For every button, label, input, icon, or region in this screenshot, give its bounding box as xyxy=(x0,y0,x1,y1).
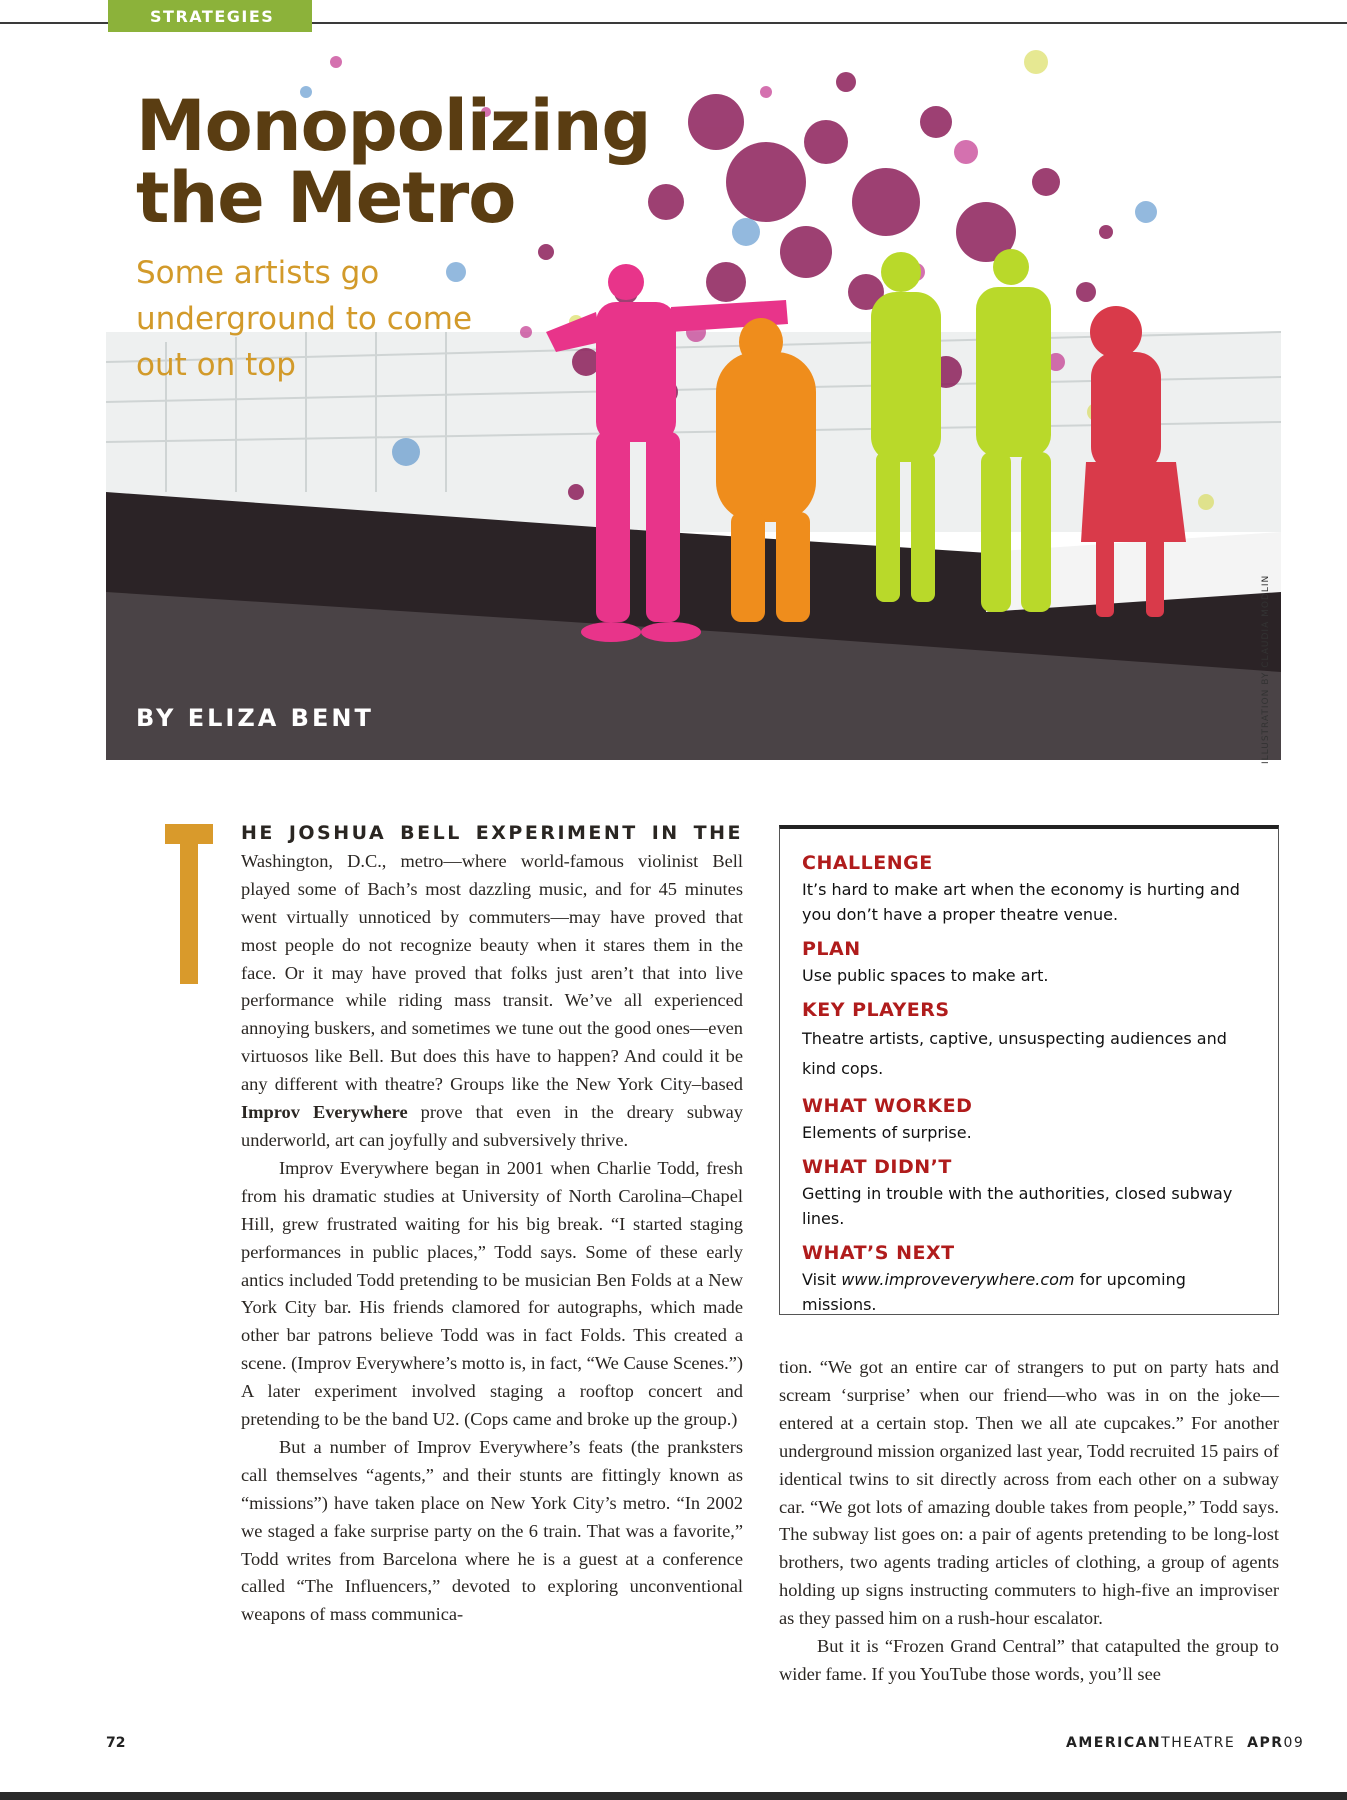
sidebar-plan-text: Use public spaces to make art. xyxy=(802,966,1049,985)
title-line-2: the Metro xyxy=(136,157,516,239)
improv-everywhere-url[interactable]: www.improveverywhere.com xyxy=(841,1270,1075,1289)
sidebar-next-heading: WHAT’S NEXT xyxy=(802,1242,955,1264)
sidebar-players-heading: KEY PLAYERS xyxy=(802,999,950,1021)
sidebar-next-text xyxy=(802,1267,1256,1317)
sidebar-plan-heading: PLAN xyxy=(802,938,861,960)
byline: BY ELIZA BENT xyxy=(136,704,374,732)
article-title xyxy=(136,85,651,239)
paragraph-3: But a number of Improv Everywhere’s feats (the pranksters call themselves “agents,” and their stunts are fittingly known as “missions”) have taken place on New York City’s metro. “In 2002 we staged a fake surprise party on the 6 train. That was a favorite,” Todd writes from Barcelona where he is a guest at a conference called “The Influencers,” devoted to exploring unconventional weapons of mass communica- xyxy=(241,1436,743,1625)
page-number: 72 xyxy=(106,1735,126,1751)
folio-mag-light: THEATRE xyxy=(1161,1735,1236,1751)
sidebar-players-text: Theatre artists, captive, unsuspecting audiences and kind cops. xyxy=(802,1029,1227,1078)
paragraph-4: But it is “Frozen Grand Central” that catapulted the group to wider fame. If you YouTube those words, you’ll see xyxy=(779,1636,1279,1684)
article-body-right xyxy=(779,1354,1279,1689)
article-subtitle: Some artists go underground to come out on top xyxy=(136,255,473,383)
p1-bold: Improv Everywhere xyxy=(241,1102,408,1123)
paragraph-2: Improv Everywhere began in 2001 when Charlie Todd, fresh from his dramatic studies at University of North Carolina–Chapel Hill, grew frustrated waiting for his big break. “I started staging performances in public places,” Todd says. Some of these early antics included Todd pretending to be musician Ben Folds at a New York City bar. His friends clamored for autographs, which made other bar patrons believe Todd was in fact Folds. This created a scene. (Improv Everywhere’s motto is, in fact, “We Cause Scenes.”) A later experiment involved staging a rooftop concert and pretending to be the band U2. (Cops came and broke up the group.) xyxy=(241,1157,743,1430)
paragraph-1 xyxy=(241,820,743,1155)
next-text-b: for upcoming missions. xyxy=(802,1270,1186,1314)
section-label-text: STRATEGIES xyxy=(150,6,275,26)
lead-in: HE JOSHUA BELL EXPERIMENT IN THE xyxy=(241,822,743,844)
title-line-1: Monopolizing xyxy=(136,85,651,167)
hero-illustration xyxy=(106,32,1281,760)
sidebar-challenge-text: It’s hard to make art when the economy is hurting and you don’t have a proper theatre venue. xyxy=(802,880,1240,924)
footer-rule xyxy=(0,1792,1347,1800)
paragraph-3-continued: tion. “We got an entire car of strangers to put on party hats and scream ‘surprise’ when our friend—who was in on the joke—entered at a certain stop. Then we all ate cupcakes.” For another underground mission organized last year, Todd recruited 15 pairs of identical twins to sit directly across from each other on a subway car. “We got lots of amazing double takes from people,” Todd says. The subway list goes on: a pair of agents pretending to be long-lost brothers, two agents trading articles of clothing, a group of agents holding up signs instructing commuters to high-five an improviser as they passed him on a rush-hour escalator. xyxy=(779,1357,1279,1629)
next-text-a: Visit xyxy=(802,1270,842,1289)
p1-text-a: Washington, D.C., metro—where world-famous violinist Bell played some of Bach’s most dazzling music, and for 45 minutes went virtually unnoticed by commuters—may have proved that most people do not recognize beauty when it stares them in the face. Or it may have proved that folks just aren’t that into live performance while riding mass transit. We’ve all experienced annoying buskers, and sometimes we tune out the good ones—even virtuosos like Bell. But does this have to happen? And could it be any different with theatre? Groups like the New York City–based xyxy=(241,850,743,1095)
folio-mag-bold: AMERICAN xyxy=(1066,1735,1162,1751)
section-label xyxy=(108,0,312,32)
sidebar-worked-text: Elements of surprise. xyxy=(802,1123,972,1142)
folio-issue-bold: APR xyxy=(1247,1735,1284,1751)
strategy-sidebar xyxy=(779,825,1279,1315)
p1-text-b: prove that even in the dreary subway underworld, art can joyfully and subversively thrive. xyxy=(241,1102,744,1150)
folio-issue-light: 09 xyxy=(1283,1735,1305,1751)
sidebar-worked-heading: WHAT WORKED xyxy=(802,1095,973,1117)
drop-cap-letter: T xyxy=(188,923,190,925)
illustration-credit: ILLUSTRATION BY CLAUDIA MODLIN xyxy=(1261,574,1271,764)
sidebar-challenge-heading: CHALLENGE xyxy=(802,852,933,874)
sidebar-didnt-text: Getting in trouble with the authorities, closed subway lines. xyxy=(802,1184,1233,1228)
magazine-folio xyxy=(1066,1735,1304,1751)
drop-cap xyxy=(165,824,213,984)
article-body-left xyxy=(241,820,743,1629)
sidebar-didnt-heading: WHAT DIDN’T xyxy=(802,1156,952,1178)
